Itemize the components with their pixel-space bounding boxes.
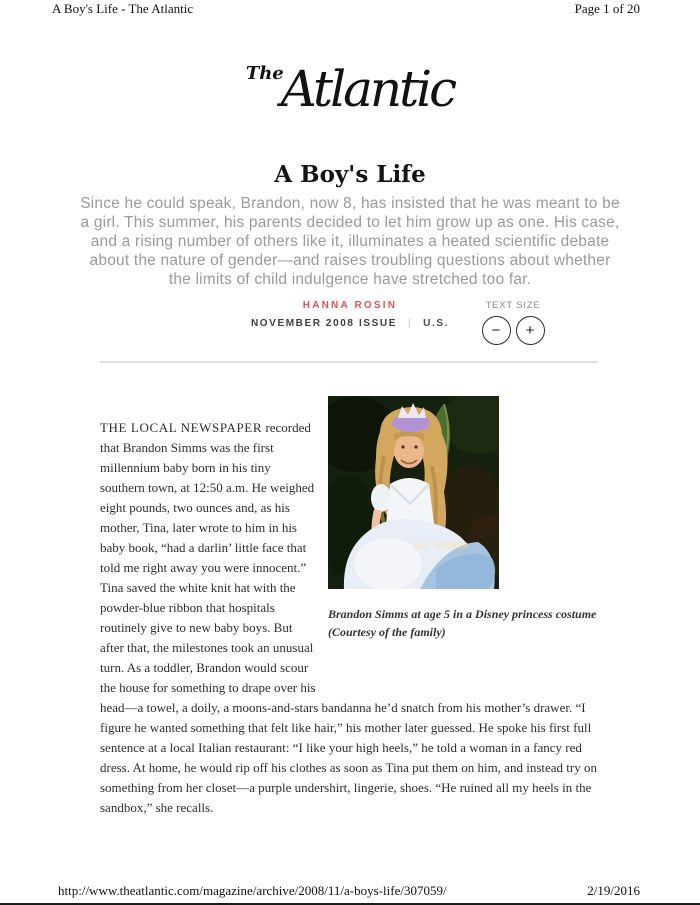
article-deck: Since he could speak, Brandon, now 8, has insisted that he was meant to be a girl. This summer, his parents decided to let him grow up as one. His case, and a rising number of others like it, illuminates a heated scientific debate about the nature of gender—and raises troubling questions about whether the limits of child indulgence have stretched too far. [80, 195, 620, 288]
issue-line [0, 318, 700, 329]
print-header [52, 1, 640, 17]
section-link[interactable]: U.S. [423, 318, 450, 329]
issue-label: NOVEMBER 2008 ISSUE [250, 318, 397, 329]
byline-block [0, 300, 700, 329]
photo-caption: Brandon Simms at age 5 in a Disney princess costume (Courtesy of the family) [328, 607, 597, 639]
logo-the: The [245, 63, 284, 84]
print-footer [58, 883, 640, 899]
text-size-label: TEXT SIZE [485, 300, 541, 311]
print-header-page-number: Page 1 of 20 [574, 1, 640, 16]
print-date: 2/19/2016 [587, 883, 640, 898]
text-size-buttons [477, 316, 549, 345]
increase-text-size-button[interactable]: + [516, 316, 545, 345]
article-body [100, 415, 600, 818]
article-paragraph [100, 415, 600, 818]
logo-atlantic: Atlantic [280, 60, 455, 118]
paragraph-text: recorded that Brandon Simms was the first millennium baby born in his tiny southern town, at 12:50 a.m. He weighed eight pounds, two ounces and, as his mother, Tina, later wrote to him in his baby book, “had a darlin’ little face that told me right away you were innocent.” Tina saved the white knit hat with the powder-blue ribbon that hospitals routinely give to new baby boys. But after that, the milestones took an unusual turn. As a toddler, Brandon would scour the house for something to drape over his head—a towel, a doily, a moons-and-stars bandanna he’d snatch from his mother’s drawer. “I figure he wanted something that felt like hair,” his mother later guessed. He spoke his first full sentence at a local Italian restaurant: “I like your high heels,” he told a woman in a fancy red dress. At home, he would rip off his clothes as soon as Tina put them on him, and instead try on something from her closet—a purple undershirt, lingerie, shoes. “He ruined all my heels in the sandbox,” she recalls. [100, 420, 597, 815]
section-divider [100, 361, 598, 363]
brandon-photo [328, 396, 499, 589]
atlantic-logo[interactable] [0, 60, 700, 118]
decrease-text-size-button[interactable]: − [482, 316, 511, 345]
issue-separator: | [407, 318, 413, 329]
article-title: A Boy's Life [274, 161, 426, 188]
article-figure [328, 396, 600, 641]
text-size-control [477, 300, 549, 345]
source-url: http://www.theatlantic.com/magazine/archive/2008/11/a-boys-life/307059/ [58, 883, 447, 898]
lead-in-text: THE LOCAL NEWSPAPER [100, 420, 263, 435]
author-link[interactable]: HANNA ROSIN [302, 300, 398, 311]
print-header-title: A Boy's Life - The Atlantic [52, 1, 194, 16]
